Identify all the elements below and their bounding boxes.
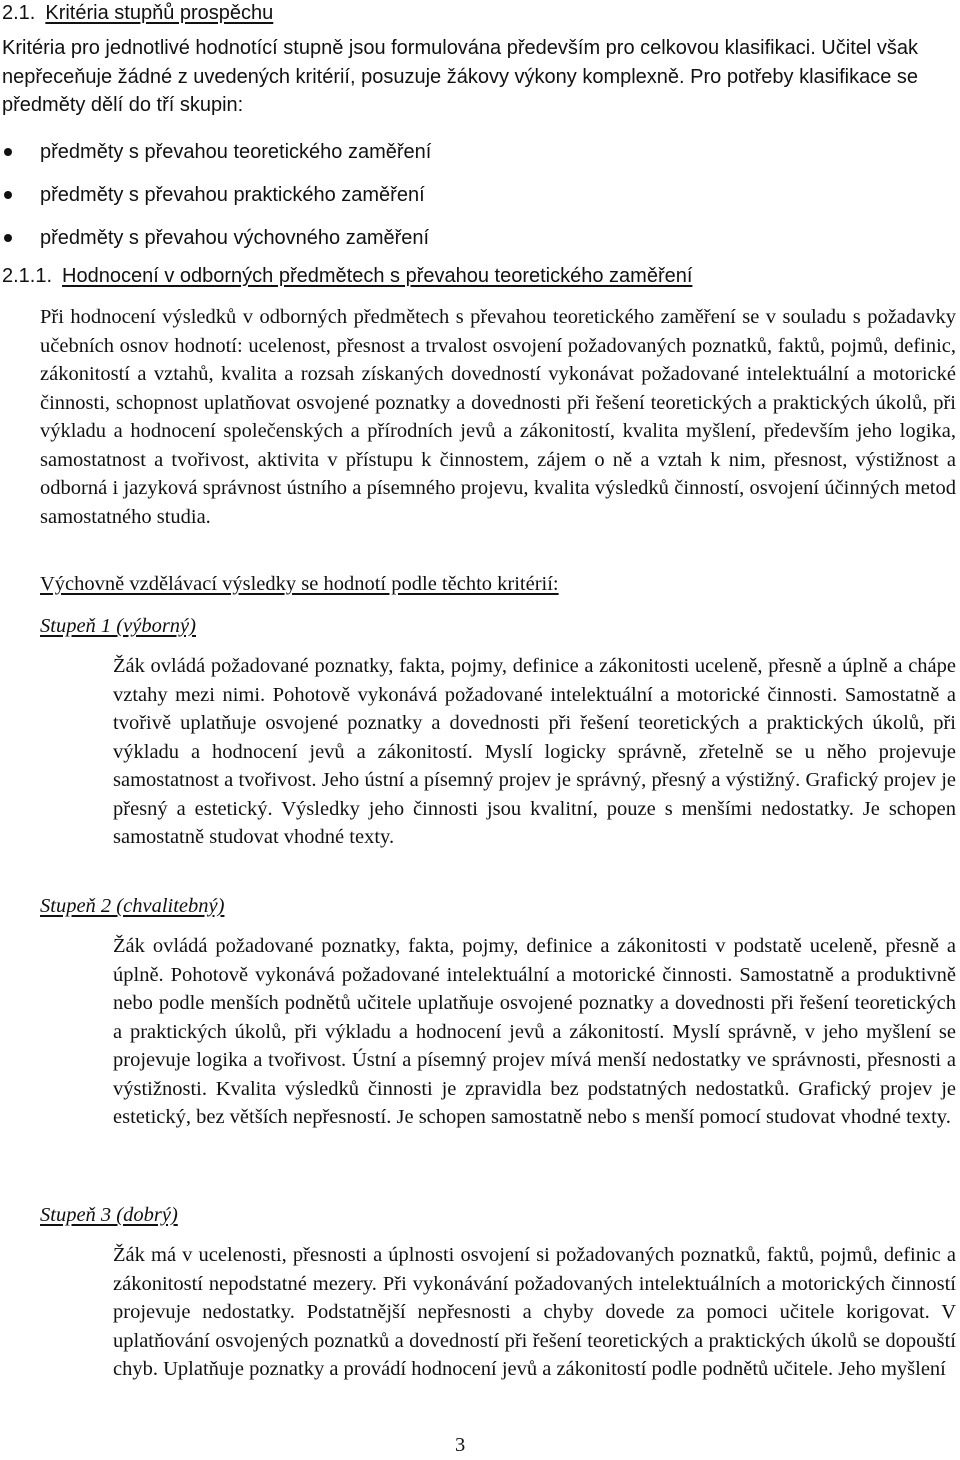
list-item-text: předměty s převahou teoretického zaměření — [40, 141, 432, 163]
bullet-icon — [4, 191, 12, 199]
section-heading — [2, 0, 273, 28]
bullet-icon — [4, 234, 12, 242]
list-item-text: předměty s převahou praktického zaměření — [40, 184, 425, 206]
list-item — [0, 181, 930, 224]
bullet-icon — [4, 148, 12, 156]
list-item — [0, 224, 930, 267]
section-title: Kritéria stupňů prospěchu — [45, 2, 274, 24]
subject-group-list — [0, 138, 930, 267]
subsection-heading — [2, 262, 692, 291]
list-item-text: předměty s převahou výchovného zaměření — [40, 227, 430, 249]
list-item — [0, 138, 930, 181]
grade-2-title: Stupeň 2 (chvalitebný) — [40, 895, 225, 917]
criteria-intro: Výchovně vzdělávací výsledky se hodnotí podle těchto kritérií: — [40, 573, 559, 595]
subsection-number: 2.1.1. — [2, 265, 53, 287]
grade-1-title: Stupeň 1 (výborný) — [40, 615, 196, 637]
page-number: 3 — [455, 1434, 466, 1456]
grade-3-description: Žák má v ucelenosti, přesnosti a úplnosti osvojení si požadovaných poznatků, faktů, pojmů, definic a zákonitostí nepodstatné mezery. Při vykonávání požadovaných intelektuálních a motorických činností projevuje nedostatky. Podstatnější nepřesnosti a chyby dovede za pomoci učitele korigovat. V uplatňování osvojených poznatků a dovedností při řešení teoretických a praktických úkolů se dopouští chyb. Uplatňuje poznatky a provádí hodnocení jevů a zákonitostí podle podnětů učitele. Jeho myšlení — [113, 1244, 956, 1380]
subsection-title: Hodnocení v odborných předmětech s převahou teoretického zaměření — [62, 265, 693, 287]
grade-1-description: Žák ovládá požadované poznatky, fakta, pojmy, definice a zákonitosti uceleně, přesně a úplně a chápe vztahy mezi nimi. Pohotově vykonává požadované intelektuální a motorické činnosti. Samostatně a tvořivě uplatňuje osvojené poznatky a dovednosti při řešení teoretických a praktických úkolů, při výkladu a hodnocení jevů a zákonitostí. Myslí logicky správně, zřetelně se u něho projevuje samostatnost a tvořivost. Jeho ústní a písemný projev je správný, přesný a výstižný. Grafický projev je přesný a estetický. Výsledky jeho činnosti jsou kvalitní, pouze s menšími nedostatky. Je schopen samostatně studovat vhodné texty. — [113, 655, 956, 848]
section-number: 2.1. — [2, 2, 36, 24]
theory-paragraph: Při hodnocení výsledků v odborných předmětech s převahou teoretického zaměření se v souladu s požadavky učebních osnov hodnotí: ucelenost, přesnost a trvalost osvojení požadovaných poznatků, faktů, pojmů, definic, zákonitostí a vztahů, kvalita a rozsah získaných dovedností vykonávat požadované intelektuální a motorické činnosti, schopnost uplatňovat osvojené poznatky a dovednosti při řešení teoretických a praktických úkolů, při výkladu a hodnocení společenských a přírodních jevů a zákonitostí, kvalita myšlení, především jeho logika, samostatnost a tvořivost, aktivita v přístupu k činnostem, zájem o ně a vztah k nim, přesnost, výstižnost a odborná i jazyková správnost ústního a písemného projevu, kvalita výsledků činností, osvojení účinných metod samostatného studia. — [40, 306, 956, 528]
intro-paragraph: Kritéria pro jednotlivé hodnotící stupně jsou formulována především pro celkovou klasifikaci. Učitel však nepřeceňuje žádné z uvedených kritérií, posuzuje žákovy výkony komplexně. Pro potřeby klasifikace se předměty dělí do tří skupin: — [2, 37, 919, 116]
grade-3-title: Stupeň 3 (dobrý) — [40, 1204, 178, 1226]
grade-2-description: Žák ovládá požadované poznatky, fakta, pojmy, definice a zákonitosti v podstatě uceleně, přesně a úplně. Pohotově vykonává požadované intelektuální a motorické činnosti. Samostatně a produktivně nebo podle menších podnětů učitele uplatňuje osvojené poznatky a dovednosti při řešení teoretických a praktických úkolů, při výkladu a hodnocení jevů a zákonitostí. Myslí správně, v jeho myšlení se projevuje logika a tvořivost. Ústní a písemný projev mívá menší nedostatky ve správnosti, přesnosti a výstižnosti. Kvalita výsledků činnosti je zpravidla bez podstatných nedostatků. Grafický projev je estetický, bez větších nepřesností. Je schopen samostatně nebo s menší pomocí studovat vhodné texty. — [113, 935, 956, 1128]
